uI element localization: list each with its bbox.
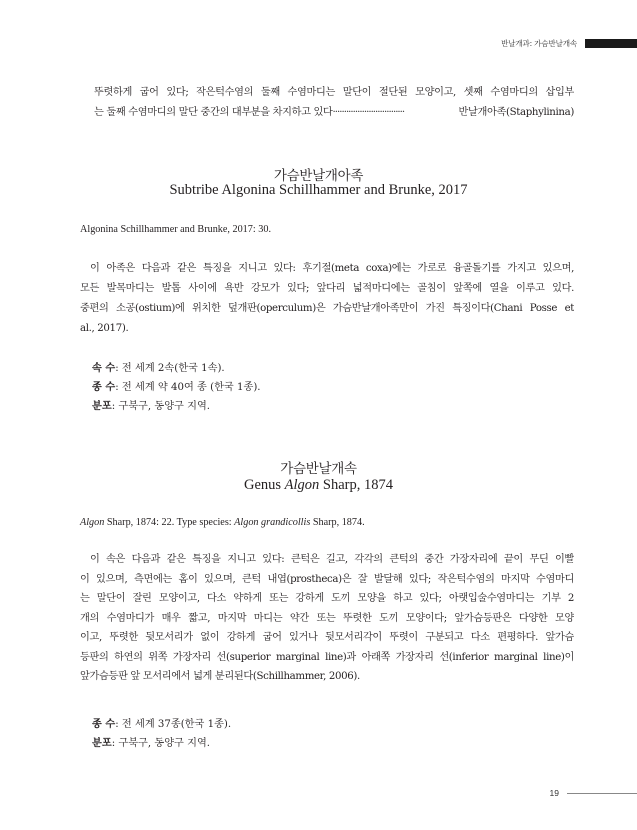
distribution-label: 분포 [92, 400, 112, 412]
intro-line-2 [94, 103, 574, 123]
running-header-title: 반날개과: 가슴반날개속 [501, 38, 577, 48]
subtribe-title-en: Subtribe Algonina Schillhammer and Brunke, 2017 [169, 182, 468, 198]
genus-title-prefix: Genus [243, 477, 285, 493]
subtribe-desc-line: 중편의 소공(ostium)에 위치한 덮개판(operculum)은 가슴반날개아족만이 가진 특징이다(Chani Posse et [80, 303, 574, 314]
genus-desc-line: 이 속은 다음과 같은 특징을 지니고 있다: 큰턱은 길고, 각각의 큰턱의 중간 가장자리에 끝이 무딘 이빨 [90, 554, 574, 565]
intro-line-1: 뚜렷하게 굽어 있다; 작은턱수염의 둘째 수염마디는 말단이 절단된 모양이고, 셋째 수염마디의 삽입부 [94, 87, 574, 98]
subtribe-distribution [92, 397, 261, 416]
genus-ref-italic-2: Algon grandicollis [234, 517, 311, 528]
distribution-value: : 구북구, 동양구 지역. [111, 738, 211, 749]
genus-title-ko: 가슴반날개속 [280, 461, 357, 477]
distribution-label: 분포 [92, 737, 112, 749]
genus-meta [92, 715, 231, 753]
intro-line-2-text: 는 둘째 수염마디의 말단 중간의 대부분을 차지하고 있다 [94, 107, 333, 118]
genus-description [80, 550, 574, 687]
subtribe-desc-line: 모든 발목마디는 발톱 사이에 욕반 강모가 있다; 앞다리 넓적마디에는 골침이 앞쪽에 열을 이루고 있다. [80, 283, 574, 294]
subtribe-title-ko: 가슴반날개아족 [273, 168, 364, 184]
genus-ref-italic-1: Algon [80, 517, 105, 528]
genus-desc-line: 등판의 하연의 위쪽 가장자리 선(superior marginal line)과 아래쪽 가장자리 선(inferior marginal line)이 [80, 651, 574, 663]
leader-dots: ································ [332, 107, 405, 118]
species-count-value: : 전 세계 37종(한국 1종). [115, 719, 232, 730]
genus-title-en [0, 477, 637, 494]
distribution-value: : 구북구, 동양구 지역. [111, 401, 211, 412]
running-header [501, 36, 637, 50]
genus-count-label: 속 수 [92, 362, 116, 374]
genus-desc-line: 이고, 뚜렷한 뒷모서리가 없이 강하게 굽어 있거나 뒷모서리각이 뚜렷이 구분되고 다소 편평하다. 앞가슴 [80, 632, 574, 643]
page-number: 19 [549, 788, 559, 798]
genus-title-italic: Algon [284, 477, 320, 493]
footer-rule [567, 793, 637, 794]
genus-ref-mid: Sharp, 1874: 22. Type species: [104, 517, 235, 528]
genus-title-suffix: Sharp, 1874 [319, 477, 394, 493]
genus-species-count [92, 715, 231, 734]
genus-desc-line: 이 있으며, 측면에는 홈이 있으며, 큰턱 내엽(prostheca)은 잘 발달해 있다; 작은턱수염의 마지막 수염마디 [80, 573, 574, 585]
subtribe-description [80, 259, 574, 339]
genus-ref-end: Sharp, 1874. [310, 517, 365, 528]
intro-line-2-target: 반날개아족(Staphylinina) [458, 107, 574, 118]
genus-desc-line: 앞가슴등판 앞 모서리에서 넓게 분리된다(Schillhammer, 2006). [80, 671, 360, 682]
subtribe-desc-line: 이 아족은 다음과 같은 특징을 지니고 있다: 후기절(meta coxa)에는 가로로 융골돌기를 가지고 있으며, [90, 263, 574, 274]
subtribe-meta [92, 359, 261, 416]
subtribe-reference: Algonina Schillhammer and Brunke, 2017: 30. [80, 224, 271, 235]
genus-desc-line: 개의 수염마디가 매우 짧고, 마지막 마디는 약간 또는 뚜렷한 도끼 모양이다; 앞가슴등판은 다양한 모양 [80, 612, 574, 624]
genus-count-value: : 전 세계 2속(한국 1속). [115, 363, 225, 374]
page-footer [550, 788, 637, 798]
subtribe-species-count [92, 378, 261, 397]
genus-reference [80, 517, 365, 528]
subtribe-genus-count [92, 359, 261, 378]
running-header-bar [585, 39, 637, 48]
species-count-label: 종 수 [92, 718, 116, 730]
species-count-value: : 전 세계 약 40여 종 (한국 1종). [115, 382, 261, 393]
genus-desc-line: 는 말단이 잘린 모양이고, 다소 약하게 또는 강하게 도끼 모양을 하고 있다; 아랫입술수염마디는 기부 2 [80, 593, 574, 604]
genus-distribution [92, 734, 231, 753]
species-count-label: 종 수 [92, 381, 116, 393]
intro-paragraph [94, 83, 574, 123]
subtribe-desc-line: al., 2017). [80, 323, 129, 334]
